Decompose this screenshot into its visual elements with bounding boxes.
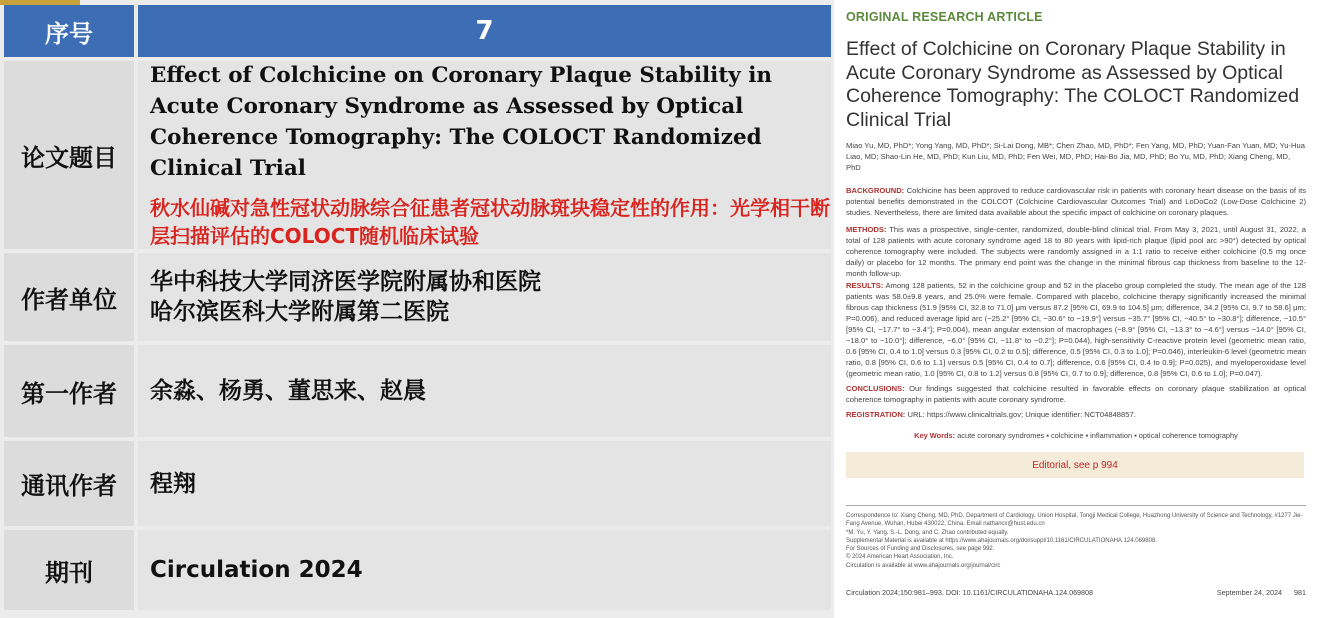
table-row-first-author — [4, 345, 831, 437]
publication-date: September 24, 2024 — [1216, 588, 1282, 597]
keywords-label: Key Words: — [914, 431, 956, 440]
paper-page-image — [834, 0, 1318, 618]
page-number: 981 — [1294, 588, 1306, 597]
footnote-line: Supplemental Material is available at https://www.ahajournals.org/doi/suppl/10.1161/CIRCULATIONAHA.124.069808. — [846, 537, 1157, 544]
title-label: 论文题目 — [4, 61, 134, 249]
first-author-value: 余淼、杨勇、董思来、赵晨 — [150, 378, 426, 404]
methods-text: This was a prospective, single-center, randomized, double-blind clinical trial. From May 3, 2021, until August 31, 2022, a total of 128 patients with acute coronary syndrome aged 18 to 80 years with lipid-rich plaque (lipid pool arc >90°) detected by optical coherence tomography were included. The subjects were randomly assigned in a 1:1 ratio to receive either colchicine (0.5 mg once daily) or placebo for 12 months. The primary end point was the change in the minimal fibrous cap thickness from baseline to the 12-month follow-up. — [846, 225, 1306, 278]
background-label: BACKGROUND: — [846, 186, 905, 195]
article-type-tag: ORIGINAL RESEARCH ARTICLE — [846, 10, 1043, 24]
table-header-row — [4, 5, 831, 57]
corresponding-label: 通讯作者 — [4, 441, 134, 526]
paper-title-english: Effect of Colchicine on Coronary Plaque Stability in Acute Coronary Syndrome as Assessed by Optical Coherence Tomography: The COLOCT Randomized Clinical Trial — [150, 63, 773, 181]
registration-text: URL: https://www.clinicaltrials.gov; Unique identifier: NCT04848857. — [907, 410, 1136, 419]
editorial-box — [846, 452, 1304, 478]
conclusions-label: CONCLUSIONS: — [846, 384, 905, 393]
affiliation-label: 作者单位 — [4, 253, 134, 341]
table-row-title — [4, 61, 831, 249]
info-table — [4, 5, 831, 610]
citation-footer — [846, 588, 1306, 597]
footnote-line: Circulation is available at www.ahajournals.org/journal/circ — [846, 562, 1001, 569]
corresponding-cell — [138, 441, 831, 526]
title-cell — [138, 61, 831, 249]
editorial-text: Editorial, see p 994 — [1032, 459, 1118, 471]
affiliation-line-2: 哈尔滨医科大学附属第二医院 — [150, 299, 449, 325]
citation-text: Circulation 2024;150:981–993. DOI: 10.1161/CIRCULATIONAHA.124.069808 — [846, 588, 1094, 597]
keywords — [834, 431, 1318, 440]
footnotes — [846, 512, 1306, 570]
abstract-results — [846, 280, 1306, 379]
conclusions-text: Our findings suggested that colchicine resulted in favorable effects on coronary plaque stabilization at optical coherence tomography in patients with acute coronary syndrome. — [846, 384, 1306, 404]
abstract-registration — [846, 409, 1306, 420]
background-text: Colchicine has been approved to reduce cardiovascular risk in patients with coronary heart disease on the basis of its potential benefits demonstrated in the COLCOT (Colchicine Cardiovascular Outcomes Trial) and LoDoCo2 (Low-Dose Colchicine 2) studies. Nevertheless, there are limited data available about the specific impact of colchicine on coronary plaques. — [846, 186, 1306, 217]
first-author-label: 第一作者 — [4, 345, 134, 437]
header-number: 7 — [138, 5, 831, 57]
affiliation-cell — [138, 253, 831, 341]
footnote-line: For Sources of Funding and Disclosures, see page 992. — [846, 546, 995, 553]
abstract-conclusions — [846, 383, 1306, 405]
header-label: 序号 — [4, 5, 134, 57]
journal-value: Circulation 2024 — [150, 557, 363, 583]
registration-label: REGISTRATION: — [846, 410, 906, 419]
footnote-line: Correspondence to: Xiang Cheng, MD, PhD, Department of Cardiology, Union Hospital, Tongji Medical College, Huazhong University of Science and Technology, #1277 Jie-Fang Avenue, Wuhan, Hubei 430022, China. Email nathancx@hust.edu.cn — [846, 513, 1303, 528]
paper-authors: Miao Yu, MD, PhD*; Yong Yang, MD, PhD*; Si-Lai Dong, MB*; Chen Zhao, MD, PhD*; Fen Yang, MD, PhD; Yuan-Fan Yuan, MD; Yu-Hua Liao, MD; Shao-Lin He, MD, PhD; Kun Liu, MD, PhD; Fen Wei, MD, PhD; Hai-Bo Jia, MD, PhD; Bo Yu, MD, PhD; Xiang Cheng, MD, PhD — [846, 141, 1305, 172]
paper-title: Effect of Colchicine on Coronary Plaque Stability in Acute Coronary Syndrome as Assessed by Optical Coherence Tomography: The COLOCT Randomized Clinical Trial — [846, 38, 1300, 131]
abstract-background — [846, 185, 1306, 218]
journal-label: 期刊 — [4, 530, 134, 610]
paper-title-chinese: 秋水仙碱对急性冠状动脉综合征患者冠状动脉斑块稳定性的作用：光学相干断层扫描评估的COLOCT随机临床试验 — [150, 196, 830, 248]
abstract-methods — [846, 224, 1306, 279]
keywords-text: acute coronary syndromes ▪ colchicine ▪ inflammation ▪ optical coherence tomography — [957, 431, 1238, 440]
corresponding-value: 程翔 — [150, 470, 196, 497]
table-row-journal — [4, 530, 831, 610]
first-author-cell — [138, 345, 831, 437]
affiliation-line-1: 华中科技大学同济医学院附属协和医院 — [150, 269, 541, 295]
results-text: Among 128 patients, 52 in the colchicine group and 52 in the placebo group completed the study. The mean age of the 128 patients was 58.0±9.8 years, and 25.0% were female. Compared with placebo, colchicine therapy significantly increased the minimal fibrous cap thickness (51.9 [95% CI, 32.8 to 71.0] μm versus 87.2 [95% CI, 69.9 to 104.5] μm; difference, 34.2 [95% CI, 9.7 to 58.6] μm; P=0.006), and reduced average lipid arc (−25.2° [95% CI, −30.6° to −19.9°] versus −35.7° [95% CI, −40.5° to −30.8°]; difference, −10.5° [95% CI, −17.7° to −3.4°]; P=0.004), mean angular extension of macrophages (−8.9° [95% CI, −13.3° to −4.6°] versus −14.0° [95% CI, −18.0° to −10.0°]; difference, −6.0° [95% CI, −11.8° to −0.2°]; P=0.044), high-sensitivity C-reactive protein level (geometric mean ratio, 0.6 [95% CI, 0.4 to 1.0] versus 0.3 [95% CI, 0.2 to 0.5]; difference, 0.5 [95% CI, 0.3 to 1.0]; P=0.046), interleukin-6 level (geometric mean ratio, 0.8 [95% CI, 0.6 to 1.1] versus 0.5 [95% CI, 0.4 to 0.7]; difference, 0.6 [95% CI, 0.4 to 0.9]; P=0.025), and myeloperoxidase level (geometric mean ratio, 1.0 [95% CI, 0.8 to 1.2] versus 0.8 [95% CI, 0.7 to 0.9]; difference, 0.8 [95% CI, 0.6 to 1.0]; P=0.047). — [846, 281, 1306, 378]
table-row-affiliation — [4, 253, 831, 341]
footnote-divider — [846, 505, 1306, 506]
journal-cell — [138, 530, 831, 610]
footnote-line: © 2024 American Heart Association, Inc. — [846, 554, 954, 561]
table-row-corresponding — [4, 441, 831, 526]
methods-label: METHODS: — [846, 225, 887, 234]
results-label: RESULTS: — [846, 281, 884, 290]
footnote-line: *M. Yu, Y. Yang, S.-L. Dong, and C. Zhao contributed equally. — [846, 529, 1009, 536]
